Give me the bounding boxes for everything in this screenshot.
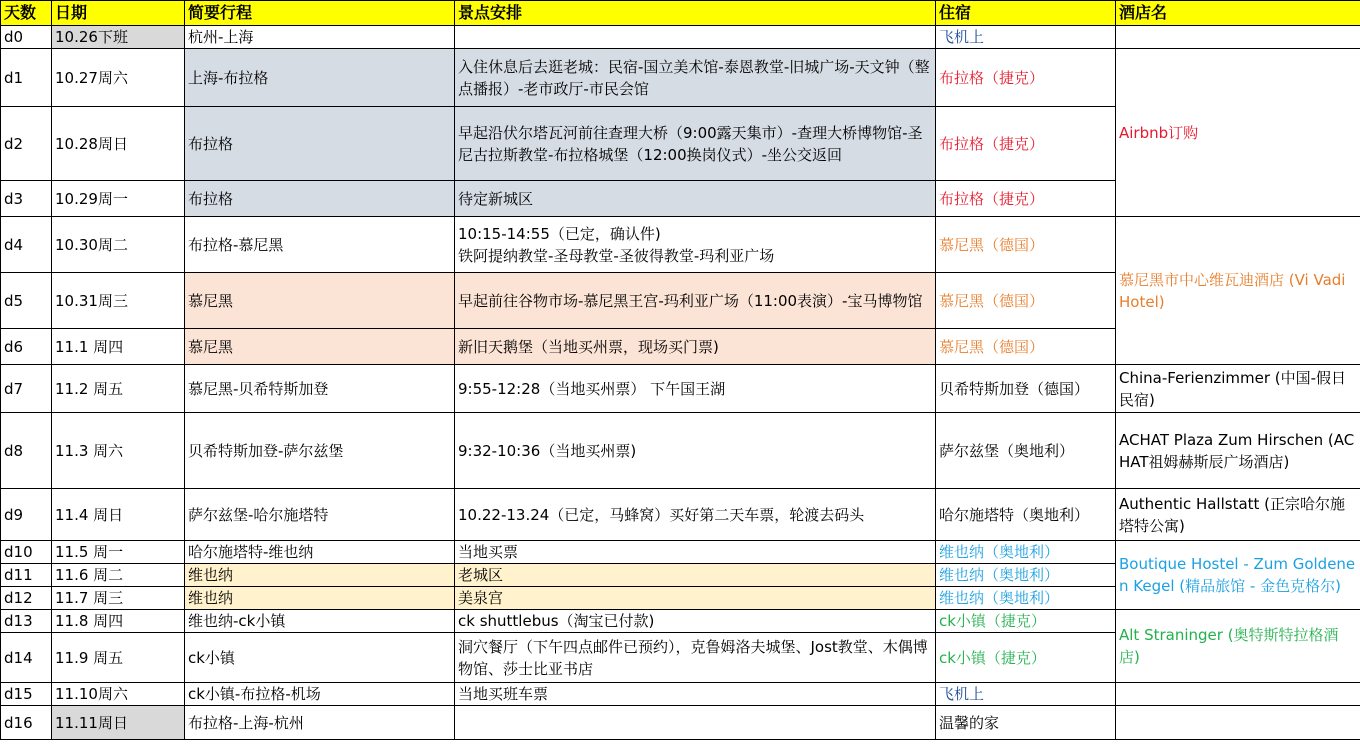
route-cell[interactable]: 布拉格	[185, 107, 455, 181]
day-cell[interactable]: d4	[1, 217, 52, 273]
sights-cell[interactable]	[455, 26, 936, 49]
date-cell[interactable]: 11.1 周四	[52, 329, 185, 365]
route-cell[interactable]: 维也纳-ck小镇	[185, 610, 455, 633]
hotel-cell[interactable]	[1116, 683, 1360, 706]
stay-cell[interactable]: 哈尔施塔特（奥地利）	[936, 489, 1116, 541]
header-day[interactable]: 天数	[1, 1, 52, 26]
route-cell[interactable]: 布拉格	[185, 181, 455, 217]
table-row	[1, 49, 1360, 107]
sights-cell[interactable]: ck shuttlebus（淘宝已付款)	[455, 610, 936, 633]
date-cell[interactable]: 10.30周二	[52, 217, 185, 273]
day-cell[interactable]: d11	[1, 564, 52, 587]
sights-cell[interactable]	[455, 706, 936, 740]
header-sights[interactable]: 景点安排	[455, 1, 936, 26]
date-cell[interactable]: 11.11周日	[52, 706, 185, 740]
stay-cell[interactable]: 维也纳（奥地利）	[936, 564, 1116, 587]
day-cell[interactable]: d13	[1, 610, 52, 633]
header-route[interactable]: 简要行程	[185, 1, 455, 26]
route-cell[interactable]: 萨尔兹堡-哈尔施塔特	[185, 489, 455, 541]
day-cell[interactable]: d7	[1, 365, 52, 413]
sights-line: 铁阿提纳教堂-圣母教堂-圣彼得教堂-玛利亚广场	[458, 246, 775, 265]
sights-cell[interactable]: 早起沿伏尔塔瓦河前往查理大桥（9:00露天集市）-查理大桥博物馆-圣尼古拉斯教堂-布拉格城堡（12:00换岗仪式）-坐公交返回	[455, 107, 936, 181]
hotel-cell-munich[interactable]: 慕尼黑市中心维瓦迪酒店 (Vi Vadi Hotel)	[1116, 217, 1360, 365]
date-cell[interactable]: 11.3 周六	[52, 413, 185, 489]
hotel-cell[interactable]: Authentic Hallstatt (正宗哈尔施塔特公寓)	[1116, 489, 1360, 541]
stay-cell[interactable]: 慕尼黑（德国）	[936, 217, 1116, 273]
table-row	[1, 217, 1360, 273]
table-row	[1, 541, 1360, 564]
date-cell[interactable]: 10.28周日	[52, 107, 185, 181]
stay-cell[interactable]: 布拉格（捷克）	[936, 181, 1116, 217]
route-cell[interactable]: 布拉格-慕尼黑	[185, 217, 455, 273]
stay-cell[interactable]: 慕尼黑（德国）	[936, 329, 1116, 365]
sights-cell[interactable]: 10.22-13.24（已定，马蜂窝）买好第二天车票，轮渡去码头	[455, 489, 936, 541]
stay-cell[interactable]: 维也纳（奥地利）	[936, 587, 1116, 610]
route-cell[interactable]: ck小镇-布拉格-机场	[185, 683, 455, 706]
date-cell[interactable]: 11.7 周三	[52, 587, 185, 610]
day-cell[interactable]: d5	[1, 273, 52, 329]
sights-line: 10:15-14:55（已定，确认件)	[458, 224, 661, 243]
day-cell[interactable]: d10	[1, 541, 52, 564]
sights-cell[interactable]: 洞穴餐厅（下午四点邮件已预约），克鲁姆洛夫城堡、Jost教堂、木偶博物馆、莎士比亚书店	[455, 633, 936, 683]
sights-cell[interactable]: 入住休息后去逛老城：民宿-国立美术馆-泰恩教堂-旧城广场-天文钟（整点播报）-老市政厅-市民会馆	[455, 49, 936, 107]
route-cell[interactable]: 慕尼黑	[185, 329, 455, 365]
date-cell[interactable]: 10.31周三	[52, 273, 185, 329]
route-cell[interactable]: 慕尼黑-贝希特斯加登	[185, 365, 455, 413]
date-cell[interactable]: 11.10周六	[52, 683, 185, 706]
sights-cell[interactable]: 当地买票	[455, 541, 936, 564]
header-hotel[interactable]: 酒店名	[1116, 1, 1360, 26]
sights-cell[interactable]	[455, 217, 936, 273]
hotel-cell[interactable]: China-Ferienzimmer (中国-假日民宿)	[1116, 365, 1360, 413]
table-row	[1, 365, 1360, 413]
date-cell[interactable]: 11.2 周五	[52, 365, 185, 413]
route-cell[interactable]: 哈尔施塔特-维也纳	[185, 541, 455, 564]
sights-cell[interactable]: 美泉宫	[455, 587, 936, 610]
date-cell[interactable]: 11.9 周五	[52, 633, 185, 683]
stay-cell[interactable]: 温馨的家	[936, 706, 1116, 740]
date-cell[interactable]: 11.4 周日	[52, 489, 185, 541]
hotel-cell-ck[interactable]: Alt Straninger (奥特斯特拉格酒店)	[1116, 610, 1360, 683]
table-row	[1, 413, 1360, 489]
stay-cell[interactable]: 布拉格（捷克）	[936, 49, 1116, 107]
day-cell[interactable]: d15	[1, 683, 52, 706]
day-cell[interactable]: d1	[1, 49, 52, 107]
header-date[interactable]: 日期	[52, 1, 185, 26]
day-cell[interactable]: d8	[1, 413, 52, 489]
table-row	[1, 610, 1360, 633]
day-cell[interactable]: d3	[1, 181, 52, 217]
route-cell[interactable]: 上海-布拉格	[185, 49, 455, 107]
date-cell[interactable]: 10.27周六	[52, 49, 185, 107]
table-row	[1, 26, 1360, 49]
date-cell[interactable]: 11.5 周一	[52, 541, 185, 564]
table-row	[1, 683, 1360, 706]
header-row	[1, 1, 1360, 26]
table-row	[1, 706, 1360, 740]
day-cell[interactable]: d6	[1, 329, 52, 365]
day-cell[interactable]: d9	[1, 489, 52, 541]
route-cell[interactable]: 慕尼黑	[185, 273, 455, 329]
stay-cell[interactable]: 萨尔兹堡（奥地利）	[936, 413, 1116, 489]
sights-cell[interactable]: 早起前往谷物市场-慕尼黑王宫-玛利亚广场（11:00表演）-宝马博物馆	[455, 273, 936, 329]
route-cell[interactable]: 贝希特斯加登-萨尔兹堡	[185, 413, 455, 489]
hotel-cell[interactable]	[1116, 706, 1360, 740]
sights-cell[interactable]: 9:55-12:28（当地买州票） 下午国王湖	[455, 365, 936, 413]
sights-cell[interactable]: 待定新城区	[455, 181, 936, 217]
table-row	[1, 489, 1360, 541]
route-cell[interactable]: 维也纳	[185, 587, 455, 610]
header-stay[interactable]: 住宿	[936, 1, 1116, 26]
date-cell[interactable]: 11.6 周二	[52, 564, 185, 587]
route-cell[interactable]: ck小镇	[185, 633, 455, 683]
stay-cell[interactable]: ck小镇（捷克）	[936, 610, 1116, 633]
sights-cell[interactable]: 当地买班车票	[455, 683, 936, 706]
stay-cell[interactable]: 飞机上	[936, 26, 1116, 49]
stay-cell[interactable]: 慕尼黑（德国）	[936, 273, 1116, 329]
stay-cell[interactable]: 飞机上	[936, 683, 1116, 706]
stay-cell[interactable]: 贝希特斯加登（德国）	[936, 365, 1116, 413]
day-cell[interactable]: d14	[1, 633, 52, 683]
route-cell[interactable]: 维也纳	[185, 564, 455, 587]
stay-cell[interactable]: 维也纳（奥地利）	[936, 541, 1116, 564]
stay-cell[interactable]: ck小镇（捷克）	[936, 633, 1116, 683]
day-cell[interactable]: d2	[1, 107, 52, 181]
sights-cell[interactable]: 新旧天鹅堡（当地买州票，现场买门票)	[455, 329, 936, 365]
hotel-cell-prague[interactable]: Airbnb订购	[1116, 49, 1360, 217]
date-cell[interactable]: 10.29周一	[52, 181, 185, 217]
day-cell[interactable]: d12	[1, 587, 52, 610]
date-cell[interactable]: 10.26下班	[52, 26, 185, 49]
hotel-cell[interactable]: ACHAT Plaza Zum Hirschen (ACHAT祖姆赫斯辰广场酒店)	[1116, 413, 1360, 489]
sights-cell[interactable]: 老城区	[455, 564, 936, 587]
day-cell[interactable]: d0	[1, 26, 52, 49]
route-cell[interactable]: 杭州-上海	[185, 26, 455, 49]
date-cell[interactable]: 11.8 周四	[52, 610, 185, 633]
day-cell[interactable]: d16	[1, 706, 52, 740]
hotel-cell-vienna[interactable]: Boutique Hostel - Zum Goldenen Kegel (精品旅馆 - 金色克格尔)	[1116, 541, 1360, 610]
stay-cell[interactable]: 布拉格（捷克）	[936, 107, 1116, 181]
hotel-cell[interactable]	[1116, 26, 1360, 49]
sights-cell[interactable]: 9:32-10:36（当地买州票)	[455, 413, 936, 489]
route-cell[interactable]: 布拉格-上海-杭州	[185, 706, 455, 740]
